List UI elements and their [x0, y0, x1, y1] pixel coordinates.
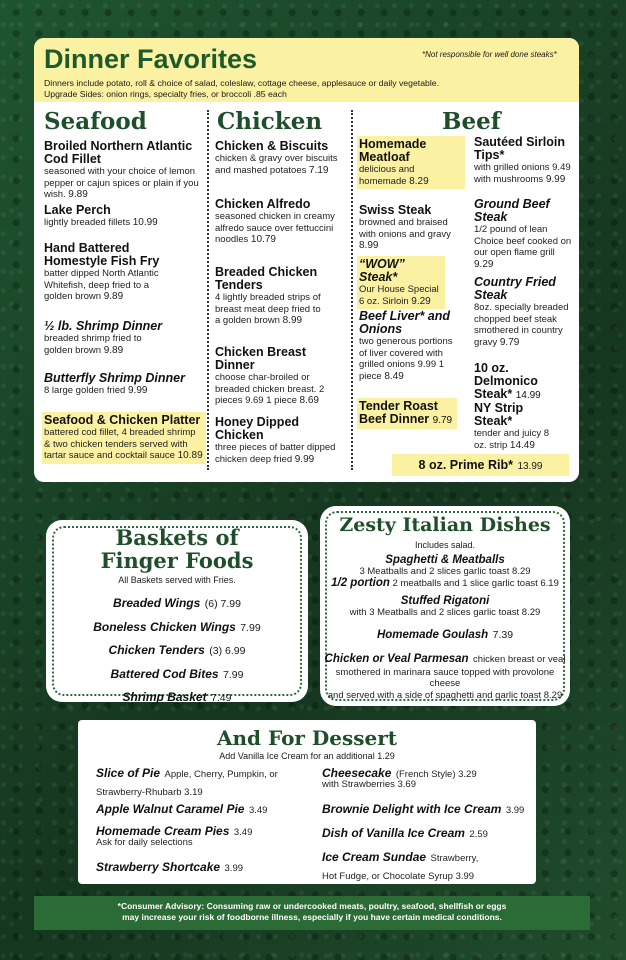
item-price: 8.49: [384, 370, 404, 382]
menu-item: [359, 204, 463, 252]
item-desc: 3.99: [505, 805, 525, 816]
menu-item: [44, 242, 174, 303]
menu-item: [44, 140, 204, 201]
menu-item: [215, 140, 347, 176]
menu-item: [96, 764, 286, 800]
item-name: 1/2 portion: [331, 576, 390, 589]
item-desc: seasoned chicken in creamy alfredo sauce over fettuccini noodles: [215, 211, 335, 245]
item-desc: tender and juicy 8 oz. strip: [474, 428, 549, 451]
strawberries-option: with Strawberries 3.69: [322, 779, 416, 790]
item-name: Chicken or Veal Parmesan: [324, 652, 469, 665]
item-price: 10.99: [132, 217, 158, 228]
consumer-advisory: [34, 896, 590, 930]
dinner-favorites-panel: [34, 38, 579, 482]
item-desc: choose char-broiled or breaded chicken breast. 2 pieces 9.69 1 piece: [215, 372, 325, 406]
item-name: Slice of Pie: [96, 766, 161, 780]
item-name: Ground Beef Steak: [474, 197, 550, 224]
item-desc: 8 large golden fried: [44, 385, 126, 396]
prime-rib: [392, 454, 569, 476]
item-price: 9.89: [68, 189, 88, 200]
item-name: Cheesecake: [322, 766, 392, 780]
item-desc: 3 Meatballs and 2 slices garlic toast 8.29: [359, 566, 531, 577]
menu-item: [474, 136, 574, 185]
menu-item: [474, 198, 576, 270]
item-name: Shrimp Basket: [122, 690, 207, 704]
item-name: Tender Roast Beef Dinner: [359, 399, 438, 426]
menu-item: [322, 824, 488, 842]
menu-item: [44, 320, 169, 356]
menu-item: [359, 310, 459, 382]
item-price: 9.79: [432, 415, 453, 426]
menu-item: [474, 276, 576, 348]
list-item: [46, 663, 308, 687]
item-desc: 8oz. specially breaded chopped beef steak smothered in country gravy: [474, 302, 569, 348]
chicken-heading: Chicken: [217, 108, 323, 135]
item-name: Homemade Meatloaf: [359, 137, 427, 164]
item-name: “WOW” Steak*: [359, 257, 405, 284]
upgrade-sides: Upgrade Sides: onion rings, specialty fries, or broccoli .85 each: [44, 89, 287, 99]
item-price: 8.29: [409, 175, 429, 187]
item-name: Stuffed Rigatoni: [400, 595, 490, 607]
menu-item: [44, 372, 204, 397]
dessert-title: And For Dessert: [216, 726, 398, 750]
item-desc: batter dipped North Atlantic Whitefish, deep fried to a golden brown: [44, 268, 159, 302]
baskets-title: [46, 526, 308, 572]
item-desc: three pieces of batter dipped chicken deep fried: [215, 442, 336, 465]
item-desc: 2.59: [469, 829, 488, 840]
item-price: 9.99: [127, 385, 148, 396]
item-desc: Strawberry, Hot Fudge, or Chocolate Syrup 3.99: [322, 853, 479, 882]
item-desc: browned and braised with onions and gravy: [359, 217, 451, 240]
item-name: Chicken Tenders: [108, 643, 205, 657]
dinner-intro: Dinners include potato, roll & choice of salad, coleslaw, cottage cheese, applesauce or daily vegetable.: [44, 78, 440, 88]
item-name: Swiss Steak: [359, 203, 432, 217]
item-price: 7.99: [240, 621, 261, 634]
item-name: Homemade Goulash: [376, 628, 489, 641]
item-desc: battered cod fillet, 4 breaded shrimp & two chicken tenders served with tartar sauce and cocktail sauce: [44, 427, 196, 461]
item-name: Broiled Northern Atlantic Cod Fillet: [44, 139, 193, 166]
item-desc: (French Style) 3.29: [395, 769, 477, 780]
page-title: Dinner Favorites: [44, 44, 258, 74]
item-price: 9.29: [411, 295, 431, 307]
dessert-panel: [78, 720, 536, 884]
list-item: [46, 616, 308, 640]
item-price: 9.89: [103, 291, 124, 302]
item-price: 9.89: [103, 344, 124, 356]
seafood-heading: Seafood: [44, 108, 147, 135]
item-name: 10 oz. Delmonico Steak*: [474, 361, 538, 401]
menu-item: [474, 402, 564, 451]
item-name: Spaghetti & Meatballs: [385, 554, 505, 566]
baskets-list: [46, 592, 308, 710]
menu-item: [324, 649, 566, 667]
list-item: [46, 686, 308, 710]
item-name: Breaded Wings: [113, 596, 201, 610]
menu-item-highlighted: [357, 398, 457, 429]
menu-item: [324, 625, 566, 643]
item-price: (6) 7.99: [204, 598, 241, 610]
item-name: Chicken & Biscuits: [215, 139, 329, 153]
item-desc: 1/2 pound of lean Choice beef cooked on our open flame grill: [474, 224, 572, 258]
item-desc: Our House Special 6 oz. Sirloin: [359, 284, 439, 307]
menu-item: [322, 848, 482, 884]
item-price: 9.79: [499, 336, 520, 348]
item-name: ½ lb. Shrimp Dinner: [44, 319, 163, 333]
italian-title: Zesty Italian Dishes: [339, 514, 551, 536]
menu-item-highlighted: [357, 256, 445, 309]
item-name: Chicken Alfredo: [215, 197, 311, 211]
item-name: Boneless Chicken Wings: [93, 619, 236, 634]
item-price: 10.89: [177, 450, 203, 461]
item-desc: 4 lightly breaded strips of breast meat deep fried to a golden brown: [215, 292, 321, 326]
italian-panel: [320, 506, 570, 706]
item-desc: seasoned with your choice of lemon pepper or cajun spices or plain if you wish.: [44, 166, 199, 200]
item-price: 7.19: [309, 164, 329, 176]
item-name: Breaded Chicken Tenders: [215, 265, 318, 292]
item-price: 8.99: [359, 240, 379, 251]
baskets-title-line1: Baskets of: [115, 525, 239, 550]
item-price: 13.99: [517, 461, 543, 472]
divider: [207, 110, 209, 470]
item-price: 9.29: [474, 258, 494, 270]
item-desc: smothered in marinara sauce topped with provolone cheese: [335, 666, 555, 689]
italian-subtitle: Includes salad.: [414, 540, 476, 550]
item-price: 8.69: [299, 395, 319, 406]
menu-item-highlighted: [42, 412, 206, 464]
item-name: Brownie Delight with Ice Cream: [322, 802, 502, 816]
item-price: 9.99: [545, 173, 566, 185]
menu-item: [96, 858, 243, 876]
item-desc: breaded shrimp fried to golden brown: [44, 333, 142, 356]
item-price: 10.79: [250, 234, 276, 245]
item-name: NY Strip Steak*: [474, 401, 524, 428]
baskets-title-line2: Finger Foods: [100, 548, 254, 573]
item-name: Homemade Cream Pies: [96, 824, 230, 838]
item-name: Battered Cod Bites: [110, 666, 219, 681]
item-price: 9.99: [294, 453, 315, 465]
item-price: 7.49: [211, 692, 232, 704]
item-price: 8.99: [282, 315, 303, 326]
item-name: Sautéed Sirloin Tips*: [474, 135, 565, 162]
item-desc: Apple, Cherry, Pumpkin, or Strawberry-Rhubarb 3.19: [96, 769, 278, 798]
menu-item: [215, 266, 325, 327]
item-price: (3) 6.99: [209, 645, 246, 657]
item-name: Beef Liver* and Onions: [359, 309, 451, 336]
disclaimer: *Not responsible for well done steaks*: [422, 50, 557, 59]
item-name: Lake Perch: [44, 203, 111, 217]
item-name: 8 oz. Prime Rib*: [418, 458, 513, 472]
advisory-line2: may increase your risk of foodborne illness, especially if you have certain medical conditions.: [122, 912, 502, 922]
item-name: Hand Battered Homestyle Fish Fry: [44, 241, 160, 268]
item-desc: chicken & gravy over biscuits and mashed potatoes: [215, 153, 338, 176]
dessert-subtitle: Add Vanilla Ice Cream for an additional 1.29: [219, 751, 395, 761]
beef-heading: Beef: [442, 108, 501, 135]
menu-item: [215, 416, 347, 465]
advisory-line1: *Consumer Advisory: Consuming raw or undercooked meats, poultry, seafood, shellfish or eggs: [117, 901, 507, 911]
list-item: [46, 592, 308, 616]
daily-selections: Ask for daily selections: [96, 837, 193, 848]
item-desc: 3.49: [233, 827, 253, 838]
item-name: Honey Dipped Chicken: [215, 415, 300, 442]
menu-item: [474, 362, 576, 402]
item-desc: 2 meatballs and 1 slice garlic toast 6.19: [392, 577, 559, 589]
item-price: 14.49: [509, 439, 535, 451]
item-name: Ice Cream Sundae: [322, 850, 427, 864]
item-name: Seafood & Chicken Platter: [44, 413, 201, 427]
item-price: 7.99: [223, 668, 244, 681]
item-desc: and served with a side of spaghetti and garlic toast 8.29: [327, 689, 563, 701]
item-desc: lightly breaded fillets: [44, 217, 131, 228]
baskets-subtitle: All Baskets served with Fries.: [118, 575, 236, 585]
item-desc: with 3 Meatballs and 2 slices garlic toast 8.29: [349, 607, 541, 618]
menu-item-highlighted: [357, 136, 465, 189]
item-desc: with grilled onions 9.49 with mushrooms: [474, 162, 571, 185]
divider: [351, 110, 353, 470]
menu-item: [322, 800, 524, 818]
baskets-panel: [46, 520, 308, 702]
menu-item: [44, 204, 204, 229]
item-name: Strawberry Shortcake: [96, 860, 221, 874]
item-desc: 3.99: [224, 863, 244, 874]
item-name: Apple Walnut Caramel Pie: [96, 802, 245, 816]
item-name: Country Fried Steak: [474, 275, 556, 302]
menu-item: [215, 346, 343, 407]
menu-item: [96, 800, 267, 818]
item-desc: two generous portions of liver covered with grilled onions 9.99 1 piece: [359, 336, 453, 382]
italian-list: [324, 554, 566, 701]
list-item: [46, 639, 308, 663]
item-price: 14.99: [515, 390, 541, 401]
half-portion: [324, 578, 566, 590]
item-name: Chicken Breast Dinner: [215, 345, 307, 372]
menu-item: [215, 198, 347, 246]
item-desc: 3.49: [248, 805, 268, 816]
item-desc: chicken breast or veal: [473, 653, 566, 665]
item-desc: delicious and homemade: [359, 164, 415, 187]
item-name: Butterfly Shrimp Dinner: [44, 371, 185, 385]
item-price: 7.39: [492, 628, 514, 641]
item-name: Dish of Vanilla Ice Cream: [322, 826, 465, 840]
